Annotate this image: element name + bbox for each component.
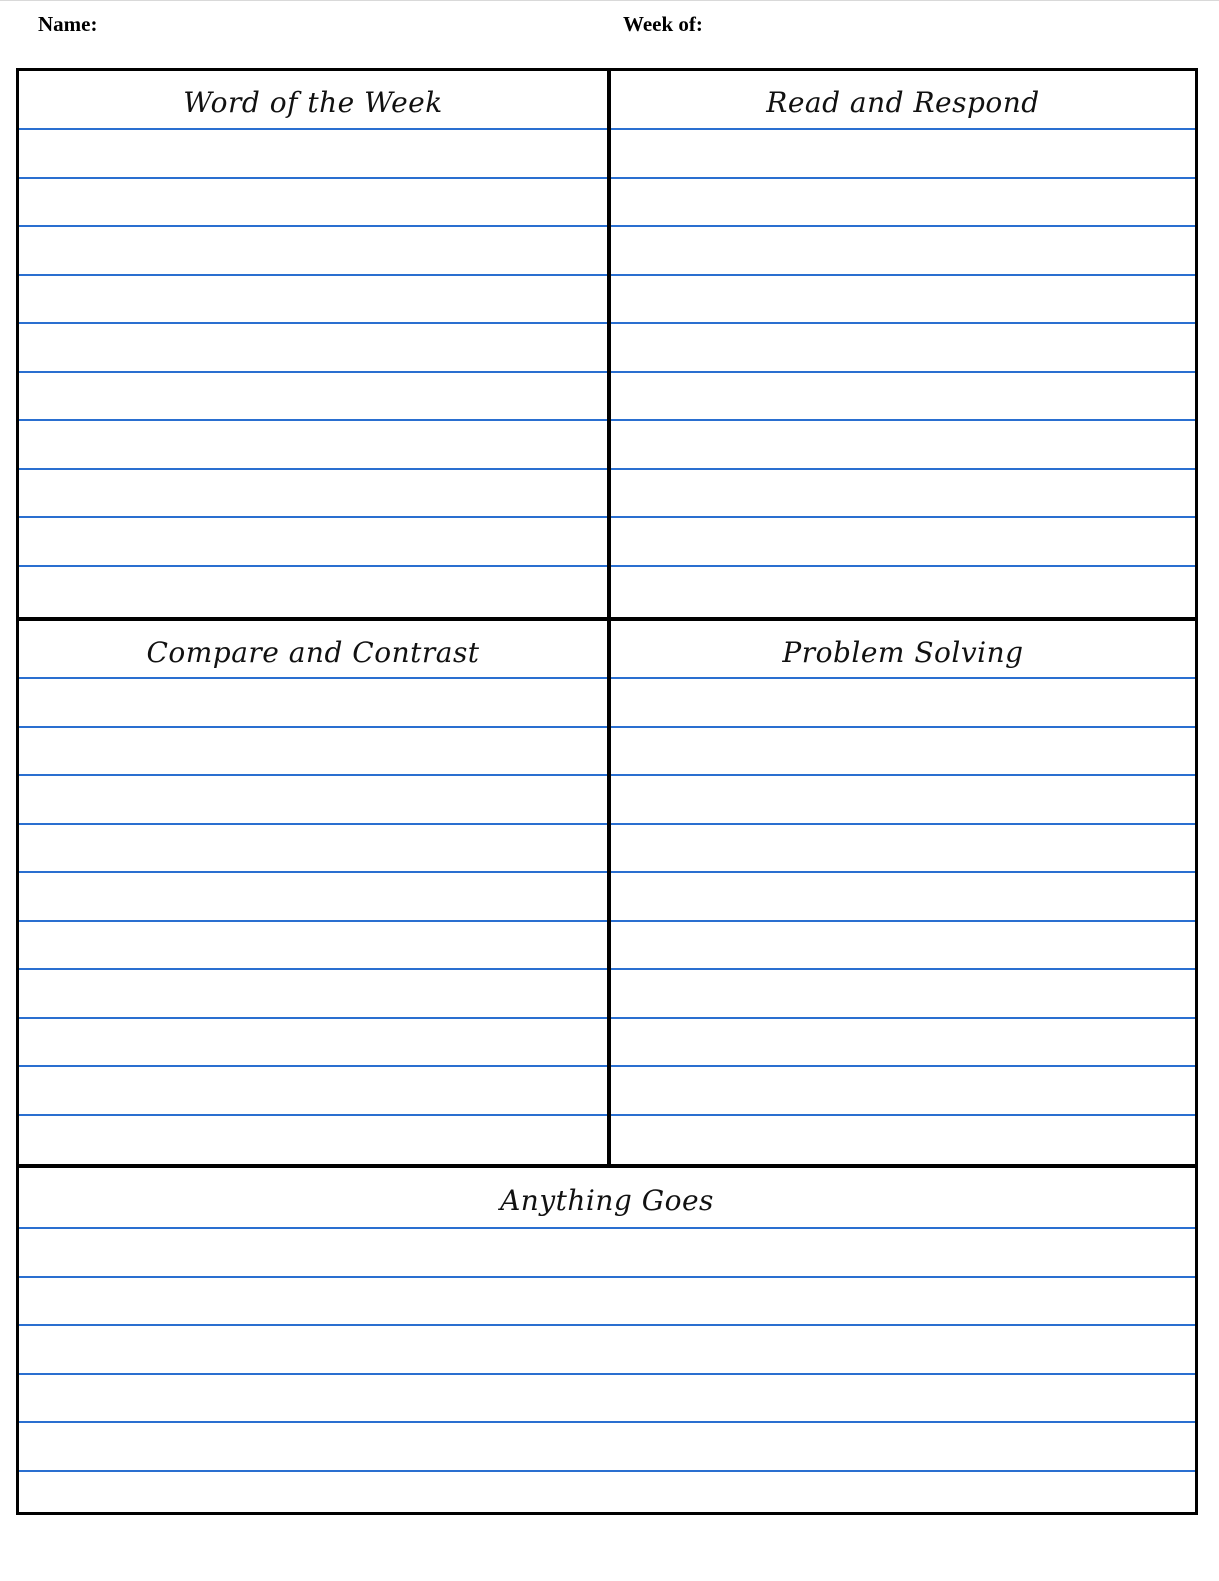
writing-line <box>19 371 607 373</box>
writing-line <box>19 128 607 130</box>
writing-line <box>19 1421 1195 1423</box>
writing-line <box>611 468 1195 470</box>
writing-line <box>611 225 1195 227</box>
writing-line <box>19 823 607 825</box>
writing-line <box>611 565 1195 567</box>
writing-line <box>19 871 607 873</box>
writing-line <box>611 968 1195 970</box>
writing-line <box>19 1276 1195 1278</box>
problem-solving-panel <box>611 621 1195 1164</box>
panel-title: Problem Solving <box>782 636 1024 669</box>
writing-line <box>19 565 607 567</box>
compare-and-contrast-panel <box>19 621 607 1164</box>
writing-line <box>611 1017 1195 1019</box>
anything-goes-panel <box>19 1168 1195 1512</box>
word-of-the-week-panel <box>19 71 607 617</box>
writing-line <box>19 468 607 470</box>
panel-title: Read and Respond <box>766 86 1040 119</box>
writing-line <box>611 871 1195 873</box>
writing-line <box>19 774 607 776</box>
panel-title: Word of the Week <box>183 86 443 119</box>
writing-line <box>611 274 1195 276</box>
writing-line <box>19 1470 1195 1472</box>
writing-line <box>19 920 607 922</box>
writing-line <box>611 1065 1195 1067</box>
writing-line <box>611 128 1195 130</box>
writing-line <box>19 322 607 324</box>
writing-line <box>19 1373 1195 1375</box>
read-and-respond-panel <box>611 71 1195 617</box>
writing-line <box>611 1114 1195 1116</box>
writing-line <box>19 726 607 728</box>
writing-line <box>611 322 1195 324</box>
writing-line <box>611 177 1195 179</box>
writing-line <box>19 1227 1195 1229</box>
writing-line <box>19 1324 1195 1326</box>
week-of-label: Week of: <box>623 12 703 36</box>
top-rule <box>0 0 1219 1</box>
writing-line <box>611 823 1195 825</box>
writing-line <box>19 225 607 227</box>
writing-line <box>19 1065 607 1067</box>
writing-line <box>19 968 607 970</box>
writing-line <box>611 774 1195 776</box>
writing-line <box>611 920 1195 922</box>
writing-line <box>611 419 1195 421</box>
panel-title: Compare and Contrast <box>146 636 480 669</box>
writing-line <box>19 516 607 518</box>
panel-title: Anything Goes <box>500 1184 714 1217</box>
writing-line <box>611 371 1195 373</box>
writing-line <box>611 677 1195 679</box>
writing-line <box>19 1017 607 1019</box>
writing-line <box>19 419 607 421</box>
writing-line <box>19 1114 607 1116</box>
writing-line <box>19 274 607 276</box>
writing-line <box>19 177 607 179</box>
writing-line <box>611 516 1195 518</box>
journal-sheet <box>16 68 1198 1515</box>
name-label: Name: <box>38 12 98 36</box>
column-divider <box>607 71 611 1164</box>
writing-line <box>19 677 607 679</box>
writing-line <box>611 726 1195 728</box>
